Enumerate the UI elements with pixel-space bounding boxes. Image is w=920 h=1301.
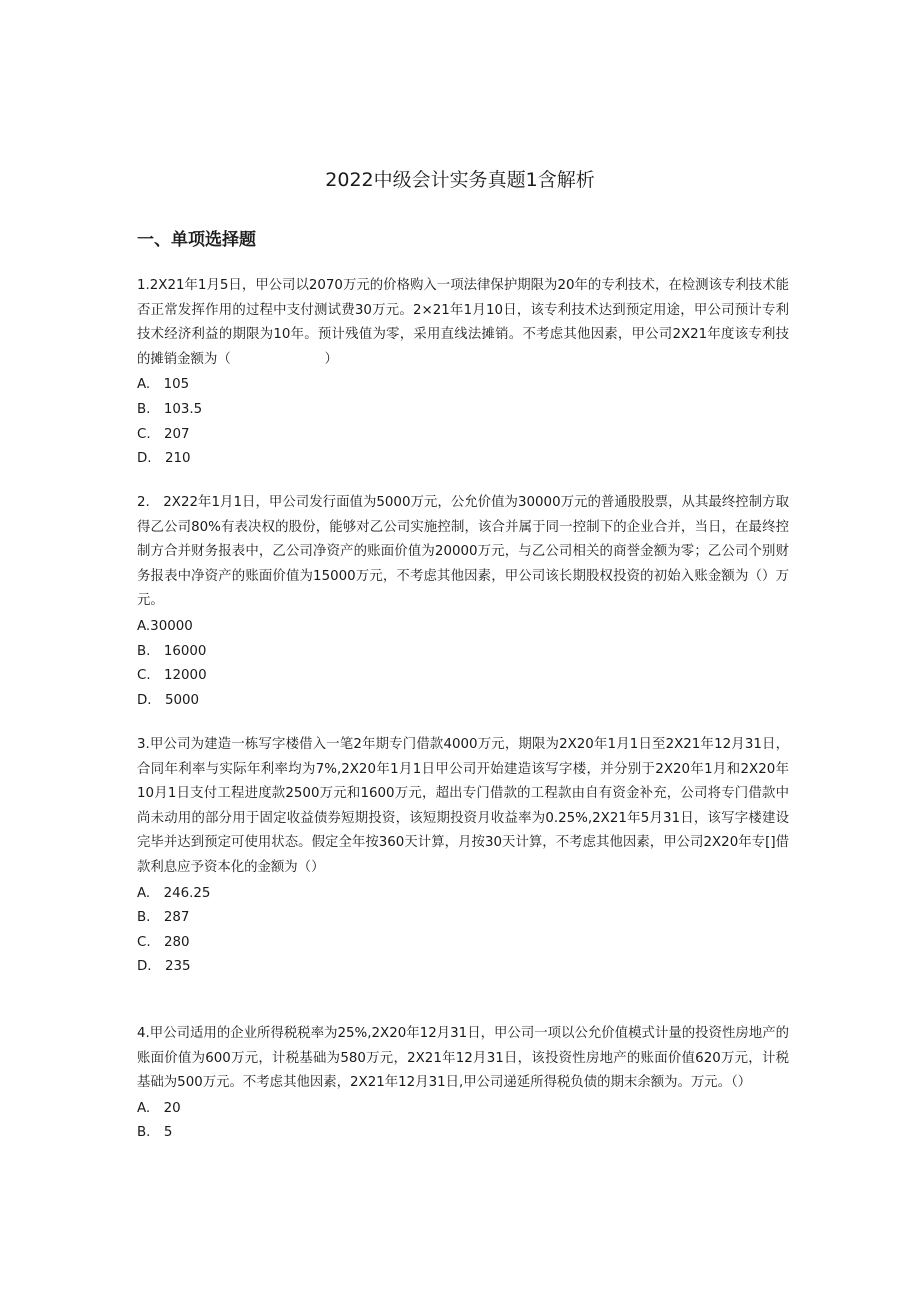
option-c: C. 280 bbox=[137, 934, 190, 950]
option-a: A. 246.25 bbox=[137, 885, 211, 901]
question-stem: 4.甲公司适用的企业所得税税率为25%,2X20年12月31日，甲公司一项以公允价值模式计量的投资性房地产的账面价值为600万元，计税基础为580万元，2X21年12月31日，该投资性房地产的账面价值620万元，计税基础为500万元。不考虑其他因素，2X21年12月31日,甲公司递延所得税负债的期末余额为。万元。（） bbox=[137, 1026, 789, 1091]
page-title: 2022中级会计实务真题1含解析 bbox=[325, 169, 595, 191]
option-a: A. 20 bbox=[137, 1100, 181, 1116]
option-d: D. 210 bbox=[137, 451, 191, 467]
option-b: B. 16000 bbox=[137, 643, 207, 659]
option-d: D. 5000 bbox=[137, 692, 200, 708]
option-d: D. 235 bbox=[137, 959, 191, 975]
question-stem: 1.2X21年1月5日，甲公司以2070万元的价格购入一项法律保护期限为20年的专利技术，在检测该专利技术能否正常发挥作用的过程中支付测试费30万元。2×21年1月10日，该专利技术达到预定用途，甲公司预计专利技术经济利益的期限为10年。预计残值为零，采用直线法摊销。不考虑其他因素，甲公司2X21年度该专利技的摊销金额为（ ） bbox=[137, 278, 789, 367]
question-1 bbox=[137, 274, 789, 472]
question-4 bbox=[137, 1022, 789, 1146]
question-2 bbox=[137, 491, 789, 713]
question-stem: 2. 2X22年1月1日，甲公司发行面值为5000万元，公允价值为30000万元的普通股股票，从其最终控制方取得乙公司80%有表决权的股份，能够对乙公司实施控制，该合并属于同一控制下的企业合并，当日，在最终控制方合并财务报表中，乙公司净资产的账面价值为20000万元，与乙公司相关的商誉金额为零；乙公司个别财务报表中净资产的账面价值为15000万元，不考虑其他因素，甲公司该长期股权投资的初始入账金额为（）万元。 bbox=[137, 495, 789, 609]
question-3 bbox=[137, 733, 789, 980]
option-a: A. 105 bbox=[137, 377, 190, 393]
question-stem: 3.甲公司为建造一栋写字楼借入一笔2年期专门借款4000万元，期限为2X20年1月1日至2X21年12月31日，合同年利率与实际年利率均为7%,2X20年1月1日甲公司开始建造该写字楼，并分别于2X20年1月和2X20年10月1日支付工程进度款2500万元和1600万元，超出专门借款的工程款由自有资金补充，公司将专门借款中尚未动用的部分用于固定收益债券短期投资，该短期投资月收益率为0.25%,2X21年5月31日，该写字楼建设完毕并达到预定可使用状态。假定全年按360天计算，月按30天计算，不考虑其他因素，甲公司2X20年专[]借款利息应予资本化的金额为（） bbox=[137, 737, 789, 875]
option-a: A.30000 bbox=[137, 618, 193, 634]
option-c: C. 12000 bbox=[137, 668, 207, 684]
option-c: C. 207 bbox=[137, 426, 190, 442]
option-b: B. 103.5 bbox=[137, 401, 203, 417]
section-heading: 一、单项选择题 bbox=[137, 230, 256, 250]
option-b: B. 287 bbox=[137, 910, 190, 926]
option-b: B. 5 bbox=[137, 1125, 173, 1141]
